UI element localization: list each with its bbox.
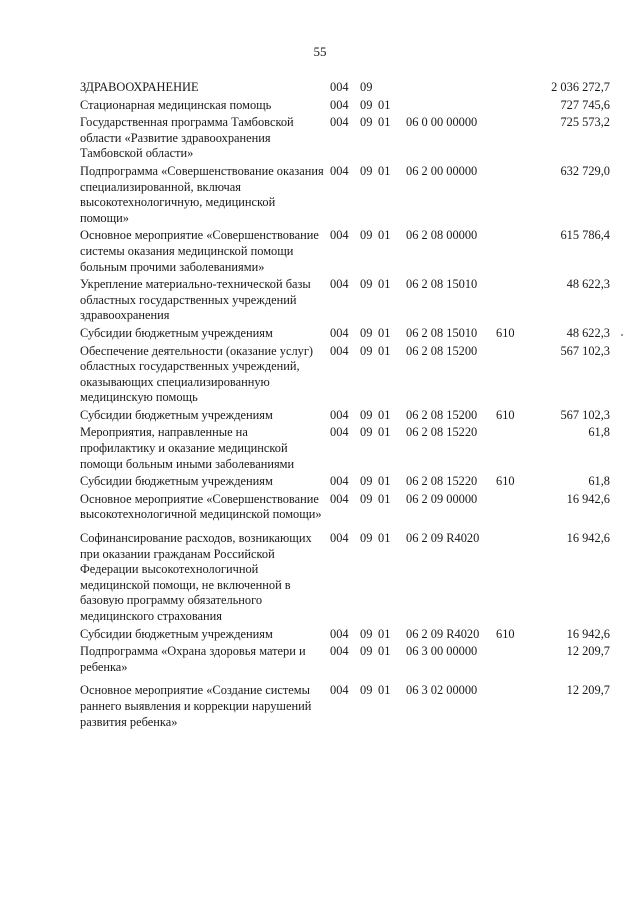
table-row <box>80 115 610 164</box>
podrazdel-code: 01 <box>378 228 391 243</box>
amount: 61,8 <box>588 425 610 440</box>
vr-code <box>496 164 536 228</box>
vr-code <box>496 80 536 98</box>
razdel-code: 09 <box>360 407 373 422</box>
ved-code: 004 <box>330 115 349 130</box>
razdel-code: 09 <box>360 531 373 546</box>
ved-code: 004 <box>330 531 349 546</box>
razdel-code: 09 <box>360 163 373 178</box>
amount: 12 209,7 <box>566 683 610 698</box>
razdel-code: 09 <box>360 474 373 489</box>
podrazdel-code: 01 <box>378 115 391 130</box>
amount: 16 942,6 <box>566 491 610 506</box>
amount: 48 622,3 <box>566 325 610 340</box>
ved-code: 004 <box>330 425 349 440</box>
vr-code: 610 <box>496 407 515 422</box>
podrazdel-code: 01 <box>378 343 391 358</box>
csr-code: 06 2 08 15010 <box>406 277 478 292</box>
amount: 12 209,7 <box>566 644 610 659</box>
razdel-code: 09 <box>360 626 373 641</box>
item-name: Обеспечение деятельности (оказание услуг) областных государственных учреждений, оказывающих специализированную медицинскую помощь <box>80 343 314 405</box>
ved-code: 004 <box>330 228 349 243</box>
scan-speck <box>621 334 623 336</box>
item-name: Укрепление материально-технической базы областных государственных учреждений здравоохранения <box>80 277 311 323</box>
item-name: Субсидии бюджетным учреждениям <box>80 325 273 340</box>
podrazdel-code: 01 <box>378 626 391 641</box>
razdel-code: 09 <box>360 277 373 292</box>
razdel-code: 09 <box>360 97 373 112</box>
ved-code: 004 <box>330 277 349 292</box>
table-row <box>80 344 610 408</box>
vr-code <box>496 531 536 627</box>
item-name: Софинансирование расходов, возникающих при оказании гражданам Российской Федерации высокотехнологичной медицинской помощи, не включенной в базовую программу обязательного медицинского страхования <box>80 531 312 623</box>
csr-code: 06 3 02 00000 <box>406 683 478 698</box>
ved-code: 004 <box>330 644 349 659</box>
ved-code: 004 <box>330 80 349 94</box>
csr-code: 06 2 09 R4020 <box>406 626 480 641</box>
table-row <box>80 627 610 645</box>
ved-code: 004 <box>330 97 349 112</box>
ved-code: 004 <box>330 407 349 422</box>
item-name: Подпрограмма «Совершенствование оказания специализированной, включая высокотехнологичную, медицинской помощи» <box>80 163 324 225</box>
vr-code: 610 <box>496 626 515 641</box>
podrazdel-code: 01 <box>378 644 391 659</box>
podrazdel-code <box>378 80 406 98</box>
razdel-code: 09 <box>360 343 373 358</box>
ved-code: 004 <box>330 325 349 340</box>
razdel-code: 09 <box>360 425 373 440</box>
podrazdel-code: 01 <box>378 491 391 506</box>
csr-code: 06 2 08 00000 <box>406 228 478 243</box>
item-name: Субсидии бюджетным учреждениям <box>80 474 273 489</box>
podrazdel-code: 01 <box>378 683 391 698</box>
amount: 567 102,3 <box>560 343 610 358</box>
table-row <box>80 326 610 344</box>
csr-code <box>406 80 496 98</box>
razdel-code: 09 <box>360 644 373 659</box>
table-row <box>80 164 610 228</box>
item-name: Основное мероприятие «Совершенствование системы оказания медицинской помощи больным прочими заболеваниями» <box>80 228 319 274</box>
amount: 2 036 272,7 <box>551 80 610 94</box>
item-name: Основное мероприятие «Создание системы раннего выявления и коррекции нарушений развития ребенка» <box>80 683 312 729</box>
ved-code: 004 <box>330 491 349 506</box>
vr-code: 610 <box>496 474 515 489</box>
vr-code <box>496 683 536 732</box>
table-row <box>80 408 610 426</box>
vr-code: 610 <box>496 325 515 340</box>
amount: 567 102,3 <box>560 407 610 422</box>
table-row <box>80 492 610 531</box>
item-name: Субсидии бюджетным учреждениям <box>80 626 273 641</box>
item-name: Государственная программа Тамбовской области «Развитие здравоохранения Тамбовской области» <box>80 115 294 161</box>
table-row <box>80 474 610 492</box>
amount: 632 729,0 <box>560 163 610 178</box>
vr-code <box>496 644 536 683</box>
csr-code: 06 2 08 15200 <box>406 407 478 422</box>
item-name: Подпрограмма «Охрана здоровья матери и ребенка» <box>80 644 306 674</box>
vr-code <box>496 115 536 164</box>
podrazdel-code: 01 <box>378 163 391 178</box>
podrazdel-code: 01 <box>378 277 391 292</box>
item-name: ЗДРАВООХРАНЕНИЕ <box>80 80 199 94</box>
amount: 615 786,4 <box>560 228 610 243</box>
csr-code: 06 2 00 00000 <box>406 163 478 178</box>
table-row <box>80 644 610 683</box>
csr-code: 06 2 08 15220 <box>406 474 478 489</box>
podrazdel-code: 01 <box>378 97 391 112</box>
amount: 725 573,2 <box>560 115 610 130</box>
amount: 16 942,6 <box>566 531 610 546</box>
budget-table <box>80 80 610 732</box>
razdel-code: 09 <box>360 325 373 340</box>
table-row <box>80 277 610 326</box>
vr-code <box>496 98 536 116</box>
ved-code: 004 <box>330 683 349 698</box>
amount: 727 745,6 <box>560 97 610 112</box>
razdel-code: 09 <box>360 683 373 698</box>
podrazdel-code: 01 <box>378 474 391 489</box>
vr-code <box>496 277 536 326</box>
podrazdel-code: 01 <box>378 407 391 422</box>
item-name: Основное мероприятие «Совершенствование высокотехнологичной медицинской помощи» <box>80 491 322 522</box>
table-row <box>80 683 610 732</box>
podrazdel-code: 01 <box>378 531 391 546</box>
csr-code: 06 2 08 15200 <box>406 343 478 358</box>
item-name: Стационарная медицинская помощь <box>80 97 272 112</box>
razdel-code: 09 <box>360 491 373 506</box>
vr-code <box>496 228 536 277</box>
table-row <box>80 228 610 277</box>
podrazdel-code: 01 <box>378 325 391 340</box>
amount: 16 942,6 <box>566 626 610 641</box>
csr-code: 06 0 00 00000 <box>406 115 478 130</box>
csr-code: 06 2 08 15220 <box>406 425 478 440</box>
amount: 48 622,3 <box>566 277 610 292</box>
ved-code: 004 <box>330 626 349 641</box>
ved-code: 004 <box>330 474 349 489</box>
vr-code <box>496 492 536 531</box>
podrazdel-code: 01 <box>378 425 391 440</box>
item-name: Мероприятия, направленные на профилактику и оказание медицинской помощи больным иными заболеваниями <box>80 425 295 471</box>
csr-code: 06 3 00 00000 <box>406 644 478 659</box>
razdel-code: 09 <box>360 228 373 243</box>
csr-code <box>406 98 496 116</box>
csr-code: 06 2 09 R4020 <box>406 531 480 546</box>
razdel-code: 09 <box>360 80 373 94</box>
ved-code: 004 <box>330 163 349 178</box>
csr-code: 06 2 09 00000 <box>406 491 478 506</box>
table-row <box>80 98 610 116</box>
csr-code: 06 2 08 15010 <box>406 325 478 340</box>
page-number: 55 <box>313 44 327 59</box>
vr-code <box>496 344 536 408</box>
amount: 61,8 <box>588 474 610 489</box>
ved-code: 004 <box>330 343 349 358</box>
razdel-code: 09 <box>360 115 373 130</box>
table-row <box>80 531 610 627</box>
table-row <box>80 80 610 98</box>
item-name: Субсидии бюджетным учреждениям <box>80 407 273 422</box>
table-row <box>80 425 610 474</box>
vr-code <box>496 425 536 474</box>
